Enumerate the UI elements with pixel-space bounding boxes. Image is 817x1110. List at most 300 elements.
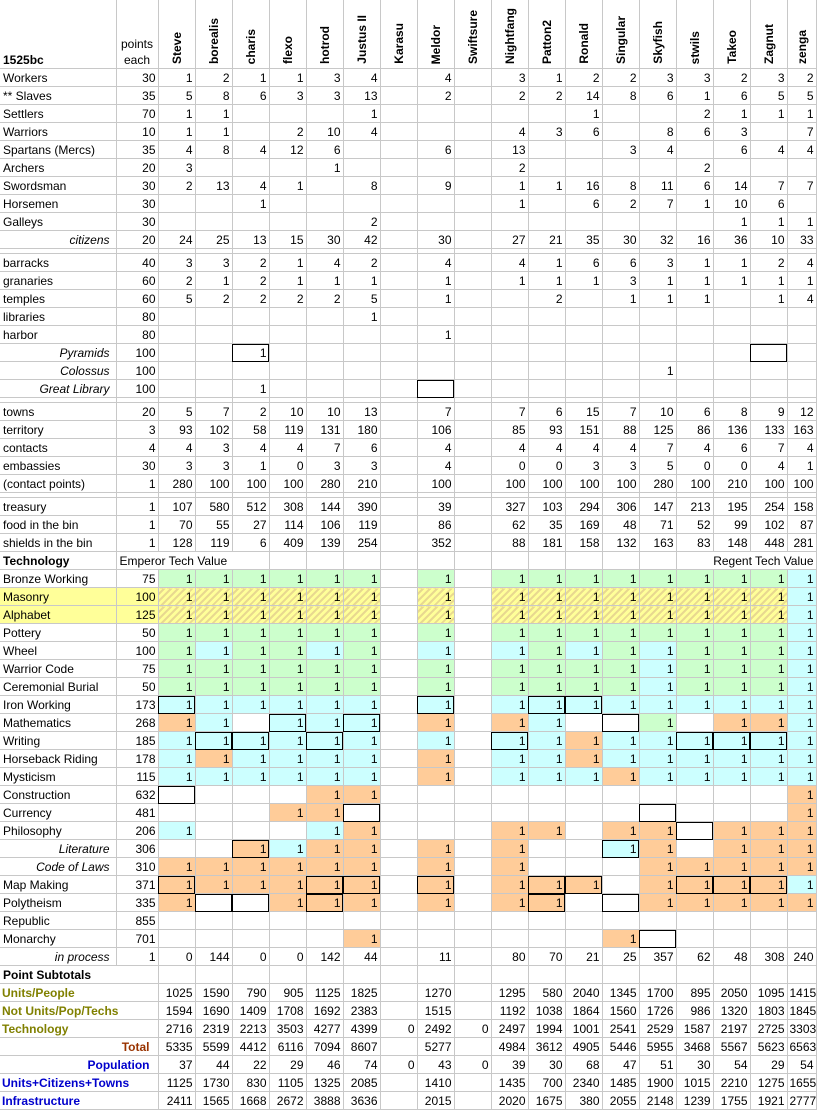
subtotal-value: 2210 bbox=[713, 1074, 750, 1092]
value-cell: 254 bbox=[750, 498, 787, 516]
tech-cell: 1 bbox=[269, 858, 306, 876]
tech-cell: 1 bbox=[306, 822, 343, 840]
subtotal-value: 1560 bbox=[602, 1002, 639, 1020]
subtotal-value: 4905 bbox=[565, 1038, 602, 1056]
subtotal-value: 1270 bbox=[417, 984, 454, 1002]
grid-row bbox=[0, 570, 816, 588]
value-cell bbox=[787, 308, 816, 326]
tech-cell bbox=[454, 750, 491, 768]
value-cell: 1 bbox=[195, 123, 232, 141]
subtotal-value: 2020 bbox=[491, 1092, 528, 1110]
value-cell: 151 bbox=[565, 421, 602, 439]
tech-cell: 1 bbox=[528, 732, 565, 750]
tech-cell bbox=[158, 840, 195, 858]
value-cell: 1 bbox=[787, 105, 816, 123]
tech-cell: 1 bbox=[158, 822, 195, 840]
value-cell: 1 bbox=[306, 272, 343, 290]
value-cell bbox=[602, 362, 639, 380]
points-value: 4 bbox=[116, 439, 158, 457]
player-header bbox=[269, 0, 306, 69]
tech-cell bbox=[602, 786, 639, 804]
tech-cell bbox=[343, 804, 380, 822]
tech-cell: 1 bbox=[269, 696, 306, 714]
subtotal-value: 1845 bbox=[787, 1002, 816, 1020]
value-cell: 3 bbox=[195, 457, 232, 475]
tech-cell: 1 bbox=[158, 714, 195, 732]
value-cell: 3 bbox=[306, 457, 343, 475]
value-cell: 0 bbox=[491, 457, 528, 475]
value-cell: 1 bbox=[232, 380, 269, 398]
subtotal-value: 1192 bbox=[491, 1002, 528, 1020]
tech-cell bbox=[454, 570, 491, 588]
tech-name: Construction bbox=[0, 786, 116, 804]
value-cell: 100 bbox=[269, 475, 306, 493]
value-cell: 1 bbox=[676, 254, 713, 272]
tech-cell bbox=[528, 912, 565, 930]
cell bbox=[491, 552, 528, 570]
value-cell: 1 bbox=[750, 272, 787, 290]
value-cell: 1 bbox=[713, 105, 750, 123]
emperor-value: 50 bbox=[116, 624, 158, 642]
tech-cell: 1 bbox=[417, 678, 454, 696]
tech-cell bbox=[380, 840, 417, 858]
emperor-value: 185 bbox=[116, 732, 158, 750]
value-cell bbox=[269, 344, 306, 362]
value-cell: 55 bbox=[195, 516, 232, 534]
tech-cell: 1 bbox=[343, 678, 380, 696]
tech-cell: 1 bbox=[158, 678, 195, 696]
grid-row bbox=[0, 195, 816, 213]
value-cell: 131 bbox=[306, 421, 343, 439]
value-cell bbox=[158, 195, 195, 213]
cell bbox=[380, 966, 417, 984]
tech-cell: 1 bbox=[491, 696, 528, 714]
tech-cell bbox=[380, 642, 417, 660]
tech-cell: 1 bbox=[343, 624, 380, 642]
tech-cell: 1 bbox=[528, 768, 565, 786]
cell bbox=[528, 966, 565, 984]
value-cell bbox=[676, 344, 713, 362]
value-cell bbox=[454, 195, 491, 213]
tech-cell: 1 bbox=[491, 624, 528, 642]
cell bbox=[454, 552, 491, 570]
subtotal-value: 7094 bbox=[306, 1038, 343, 1056]
value-cell: 139 bbox=[306, 534, 343, 552]
tech-cell: 1 bbox=[232, 732, 269, 750]
value-cell bbox=[306, 195, 343, 213]
tech-cell: 1 bbox=[195, 696, 232, 714]
tech-cell bbox=[639, 786, 676, 804]
tech-cell bbox=[565, 930, 602, 948]
value-cell: 4 bbox=[491, 439, 528, 457]
tech-cell bbox=[380, 714, 417, 732]
tech-cell bbox=[676, 822, 713, 840]
tech-cell: 1 bbox=[750, 570, 787, 588]
value-cell bbox=[343, 195, 380, 213]
grid-row bbox=[0, 750, 816, 768]
tech-cell: 1 bbox=[528, 660, 565, 678]
value-cell bbox=[528, 380, 565, 398]
value-cell bbox=[232, 326, 269, 344]
value-cell: 6 bbox=[750, 195, 787, 213]
tech-cell: 1 bbox=[343, 714, 380, 732]
value-cell: 133 bbox=[750, 421, 787, 439]
player-header bbox=[454, 0, 491, 69]
value-cell bbox=[565, 308, 602, 326]
value-cell: 2 bbox=[676, 159, 713, 177]
tech-cell: 11 bbox=[417, 948, 454, 966]
value-cell: 6 bbox=[565, 195, 602, 213]
tech-cell: 1 bbox=[306, 660, 343, 678]
subtotal-value: 2050 bbox=[713, 984, 750, 1002]
row-label: Settlers bbox=[0, 105, 116, 123]
value-cell bbox=[454, 141, 491, 159]
emperor-value: 50 bbox=[116, 678, 158, 696]
value-cell: 306 bbox=[602, 498, 639, 516]
tech-cell: 1 bbox=[306, 858, 343, 876]
value-cell bbox=[750, 362, 787, 380]
value-cell bbox=[787, 362, 816, 380]
value-cell: 13 bbox=[491, 141, 528, 159]
tech-cell bbox=[158, 930, 195, 948]
tech-cell: 1 bbox=[306, 624, 343, 642]
value-cell: 88 bbox=[491, 534, 528, 552]
value-cell: 9 bbox=[750, 403, 787, 421]
tech-cell bbox=[454, 912, 491, 930]
tech-cell bbox=[195, 894, 232, 912]
subtotal-value: 2411 bbox=[158, 1092, 195, 1110]
tech-cell: 1 bbox=[602, 768, 639, 786]
points-value: 100 bbox=[116, 344, 158, 362]
tech-cell: 1 bbox=[602, 822, 639, 840]
tech-cell bbox=[380, 660, 417, 678]
value-cell: 6 bbox=[713, 439, 750, 457]
tech-cell: 1 bbox=[787, 624, 816, 642]
value-cell: 1 bbox=[528, 272, 565, 290]
tech-cell: 1 bbox=[676, 624, 713, 642]
grid-row bbox=[0, 714, 816, 732]
value-cell: 100 bbox=[528, 475, 565, 493]
subtotal-value: 2529 bbox=[639, 1020, 676, 1038]
tech-cell bbox=[417, 822, 454, 840]
tech-cell: 1 bbox=[602, 570, 639, 588]
value-cell: 4 bbox=[158, 439, 195, 457]
tech-cell: 1 bbox=[491, 894, 528, 912]
tech-cell: 1 bbox=[639, 624, 676, 642]
value-cell bbox=[380, 475, 417, 493]
grid-row bbox=[0, 660, 816, 678]
value-cell bbox=[565, 344, 602, 362]
tech-name: Monarchy bbox=[0, 930, 116, 948]
tech-cell: 1 bbox=[158, 876, 195, 894]
tech-cell: 1 bbox=[602, 696, 639, 714]
value-cell: 2 bbox=[713, 69, 750, 87]
grid-row bbox=[0, 421, 816, 439]
value-cell bbox=[343, 380, 380, 398]
tech-cell: 1 bbox=[306, 804, 343, 822]
value-cell: 9 bbox=[417, 177, 454, 195]
value-cell: 580 bbox=[195, 498, 232, 516]
tech-cell: 1 bbox=[565, 678, 602, 696]
tech-cell: 1 bbox=[713, 606, 750, 624]
cell bbox=[232, 966, 269, 984]
tech-cell: 80 bbox=[491, 948, 528, 966]
subtotal-value: 2492 bbox=[417, 1020, 454, 1038]
tech-cell bbox=[454, 696, 491, 714]
tech-cell: 1 bbox=[417, 858, 454, 876]
value-cell: 4 bbox=[491, 123, 528, 141]
tech-cell: 1 bbox=[158, 696, 195, 714]
grid-row bbox=[0, 606, 816, 624]
tech-cell: 1 bbox=[306, 732, 343, 750]
value-cell bbox=[269, 195, 306, 213]
grid-row bbox=[0, 732, 816, 750]
subtotal-value: 30 bbox=[676, 1056, 713, 1074]
value-cell: 13 bbox=[343, 403, 380, 421]
tech-heading: Technology bbox=[0, 552, 116, 570]
tech-cell: 1 bbox=[417, 714, 454, 732]
value-cell: 0 bbox=[676, 457, 713, 475]
value-cell: 308 bbox=[269, 498, 306, 516]
value-cell bbox=[195, 308, 232, 326]
emperor-value: 206 bbox=[116, 822, 158, 840]
value-cell: 158 bbox=[565, 534, 602, 552]
value-cell: 448 bbox=[750, 534, 787, 552]
tech-cell: 1 bbox=[639, 768, 676, 786]
value-cell: 10 bbox=[269, 403, 306, 421]
subtotal-value: 4984 bbox=[491, 1038, 528, 1056]
player-name: Zagnut bbox=[761, 24, 776, 64]
tech-cell bbox=[454, 876, 491, 894]
subtotal-value: 2213 bbox=[232, 1020, 269, 1038]
value-cell bbox=[639, 344, 676, 362]
tech-cell: 1 bbox=[676, 894, 713, 912]
subtotal-value: 1675 bbox=[528, 1092, 565, 1110]
emperor-value: 173 bbox=[116, 696, 158, 714]
value-cell: 5 bbox=[787, 87, 816, 105]
tech-cell: 1 bbox=[343, 840, 380, 858]
value-cell bbox=[528, 213, 565, 231]
tech-cell bbox=[380, 894, 417, 912]
player-name: Justus II bbox=[354, 15, 369, 64]
value-cell bbox=[417, 105, 454, 123]
grid-row bbox=[0, 930, 816, 948]
subtotal-value: 0 bbox=[380, 1020, 417, 1038]
tech-cell bbox=[454, 858, 491, 876]
row-label: Colossus bbox=[0, 362, 116, 380]
value-cell: 30 bbox=[602, 231, 639, 249]
tech-cell bbox=[232, 912, 269, 930]
value-cell: 1 bbox=[676, 272, 713, 290]
value-cell: 125 bbox=[639, 421, 676, 439]
subtotal-value: 46 bbox=[306, 1056, 343, 1074]
value-cell: 15 bbox=[565, 403, 602, 421]
tech-cell bbox=[528, 840, 565, 858]
value-cell: 3 bbox=[528, 123, 565, 141]
value-cell: 10 bbox=[306, 123, 343, 141]
value-cell: 132 bbox=[602, 534, 639, 552]
tech-cell: 1 bbox=[713, 840, 750, 858]
value-cell: 106 bbox=[306, 516, 343, 534]
value-cell: 4 bbox=[343, 123, 380, 141]
tech-cell: 1 bbox=[787, 714, 816, 732]
tech-cell: 1 bbox=[602, 840, 639, 858]
value-cell: 390 bbox=[343, 498, 380, 516]
tech-cell: 1 bbox=[750, 696, 787, 714]
tech-cell: 1 bbox=[232, 660, 269, 678]
value-cell: 254 bbox=[343, 534, 380, 552]
value-cell: 280 bbox=[639, 475, 676, 493]
row-label: Archers bbox=[0, 159, 116, 177]
tech-cell: 1 bbox=[565, 768, 602, 786]
value-cell bbox=[713, 159, 750, 177]
value-cell: 1 bbox=[676, 290, 713, 308]
subtotal-value: 2497 bbox=[491, 1020, 528, 1038]
value-cell: 148 bbox=[713, 534, 750, 552]
value-cell: 4 bbox=[639, 141, 676, 159]
value-cell bbox=[491, 344, 528, 362]
subtotal-value bbox=[380, 1002, 417, 1020]
subtotal-value: 1125 bbox=[158, 1074, 195, 1092]
value-cell bbox=[343, 362, 380, 380]
player-name: Meldor bbox=[428, 24, 443, 64]
value-cell bbox=[454, 326, 491, 344]
tech-cell bbox=[232, 822, 269, 840]
value-cell: 8 bbox=[602, 87, 639, 105]
subtotal-value bbox=[380, 984, 417, 1002]
subtotal-value: 1921 bbox=[750, 1092, 787, 1110]
value-cell bbox=[454, 421, 491, 439]
points-value: 30 bbox=[116, 213, 158, 231]
value-cell: 158 bbox=[787, 498, 816, 516]
tech-cell: 1 bbox=[269, 678, 306, 696]
emperor-value: 100 bbox=[116, 642, 158, 660]
tech-cell: 0 bbox=[232, 948, 269, 966]
value-cell bbox=[454, 344, 491, 362]
value-cell: 100 bbox=[750, 475, 787, 493]
grid-row bbox=[0, 213, 816, 231]
row-label: granaries bbox=[0, 272, 116, 290]
tech-cell: 1 bbox=[750, 876, 787, 894]
emperor-value: 268 bbox=[116, 714, 158, 732]
tech-cell: 1 bbox=[306, 606, 343, 624]
value-cell: 62 bbox=[491, 516, 528, 534]
value-cell bbox=[750, 308, 787, 326]
cell bbox=[158, 966, 195, 984]
tech-cell: 1 bbox=[269, 768, 306, 786]
value-cell: 100 bbox=[232, 475, 269, 493]
value-cell: 12 bbox=[787, 403, 816, 421]
cell bbox=[195, 966, 232, 984]
value-cell: 1 bbox=[195, 272, 232, 290]
subtotal-value: 895 bbox=[676, 984, 713, 1002]
tech-cell: 1 bbox=[750, 606, 787, 624]
tech-cell: 1 bbox=[528, 678, 565, 696]
tech-cell: 1 bbox=[491, 822, 528, 840]
value-cell bbox=[491, 308, 528, 326]
tech-cell: 1 bbox=[195, 678, 232, 696]
tech-cell: 1 bbox=[565, 642, 602, 660]
value-cell: 4 bbox=[232, 141, 269, 159]
row-label: treasury bbox=[0, 498, 116, 516]
value-cell bbox=[602, 326, 639, 344]
value-cell: 2 bbox=[232, 272, 269, 290]
tech-cell: 1 bbox=[306, 768, 343, 786]
tech-cell: 1 bbox=[750, 678, 787, 696]
value-cell bbox=[380, 326, 417, 344]
cell bbox=[565, 552, 602, 570]
player-header bbox=[713, 0, 750, 69]
player-name: flexo bbox=[280, 35, 295, 64]
tech-cell: 1 bbox=[269, 894, 306, 912]
value-cell bbox=[306, 380, 343, 398]
subtotal-value: 2055 bbox=[602, 1092, 639, 1110]
tech-cell bbox=[232, 804, 269, 822]
value-cell bbox=[565, 290, 602, 308]
value-cell bbox=[417, 344, 454, 362]
value-cell: 5 bbox=[158, 290, 195, 308]
tech-cell: 1 bbox=[195, 642, 232, 660]
subtotal-value: 54 bbox=[787, 1056, 816, 1074]
tech-cell: 1 bbox=[417, 624, 454, 642]
value-cell bbox=[602, 213, 639, 231]
tech-cell: 1 bbox=[343, 768, 380, 786]
tech-cell: 1 bbox=[602, 678, 639, 696]
value-cell: 1 bbox=[639, 272, 676, 290]
tech-cell: 1 bbox=[787, 750, 816, 768]
value-cell: 7 bbox=[787, 123, 816, 141]
tech-cell bbox=[380, 768, 417, 786]
tech-cell bbox=[676, 912, 713, 930]
tech-cell bbox=[528, 786, 565, 804]
tech-cell bbox=[158, 786, 195, 804]
row-label: Warriors bbox=[0, 123, 116, 141]
value-cell bbox=[602, 308, 639, 326]
value-cell: 27 bbox=[232, 516, 269, 534]
value-cell: 99 bbox=[713, 516, 750, 534]
value-cell bbox=[343, 141, 380, 159]
tech-cell: 1 bbox=[343, 930, 380, 948]
player-header bbox=[417, 0, 454, 69]
value-cell bbox=[343, 326, 380, 344]
value-cell: 2 bbox=[417, 87, 454, 105]
subtotal-value bbox=[454, 1074, 491, 1092]
grid-row bbox=[0, 1038, 816, 1056]
value-cell bbox=[380, 290, 417, 308]
value-cell bbox=[158, 344, 195, 362]
value-cell: 1 bbox=[491, 195, 528, 213]
value-cell bbox=[602, 344, 639, 362]
emperor-value: 100 bbox=[116, 588, 158, 606]
value-cell: 13 bbox=[195, 177, 232, 195]
player-header bbox=[639, 0, 676, 69]
value-cell: 93 bbox=[528, 421, 565, 439]
value-cell: 3 bbox=[676, 69, 713, 87]
value-cell: 3 bbox=[602, 457, 639, 475]
tech-cell: 1 bbox=[676, 732, 713, 750]
grid-row bbox=[0, 498, 816, 516]
tech-cell: 1 bbox=[158, 606, 195, 624]
points-value: 1 bbox=[116, 534, 158, 552]
value-cell: 1 bbox=[269, 272, 306, 290]
value-cell: 1 bbox=[343, 105, 380, 123]
grid-row bbox=[0, 231, 816, 249]
value-cell: 3 bbox=[639, 69, 676, 87]
value-cell bbox=[750, 344, 787, 362]
value-cell: 6 bbox=[417, 141, 454, 159]
points-value: 70 bbox=[116, 105, 158, 123]
grid-row bbox=[0, 966, 816, 984]
